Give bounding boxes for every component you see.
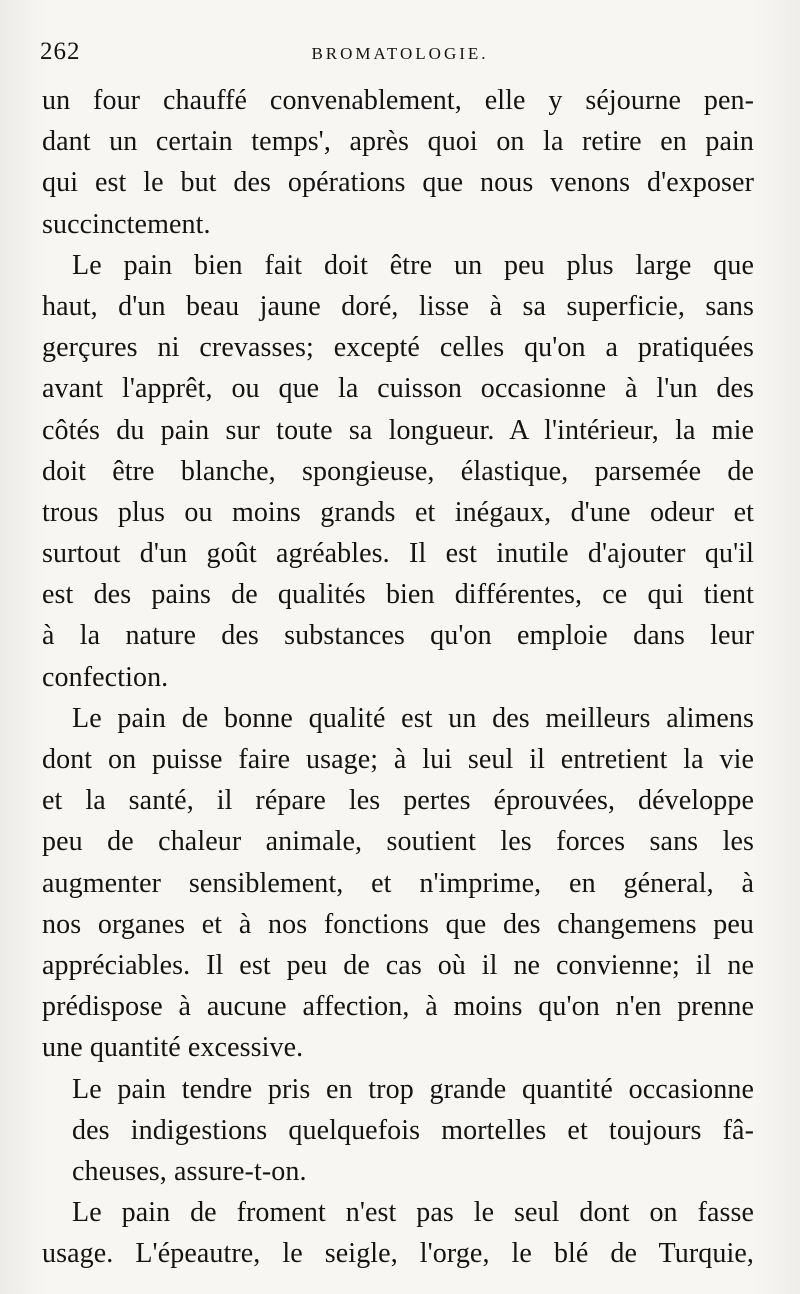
text-line: avant l'apprêt, ou que la cuisson occasionne à l'un des — [42, 373, 754, 405]
text-line: des indigestions quelquefois mortelles et toujours fâ- — [72, 1114, 754, 1146]
text-line: qui est le but des opérations que nous venons d'exposer — [42, 167, 754, 199]
text-line: cheuses, assure-t-on. — [72, 1155, 307, 1187]
text-line: côtés du pain sur toute sa longueur. A l'intérieur, la mie — [42, 414, 754, 446]
text-line: usage. L'épeautre, le seigle, l'orge, le blé de Turquie, — [42, 1238, 754, 1270]
body-text — [42, 80, 754, 1274]
text-line: Le pain tendre pris en trop grande quantité occasionne — [72, 1073, 754, 1105]
text-line: une quantité excessive. — [42, 1032, 304, 1064]
page-header — [40, 38, 760, 68]
text-line: Le pain de bonne qualité est un des meilleurs alimens — [72, 702, 754, 734]
text-line: un four chauffé convenablement, elle y séjourne pen- — [42, 85, 754, 116]
running-head: BROMATOLOGIE. — [311, 44, 489, 63]
text-line: succinctement. — [42, 208, 211, 240]
page-number: 262 — [40, 38, 81, 65]
text-line: est des pains de qualités bien différentes, ce qui tient — [42, 579, 754, 611]
text-line: à la nature des substances qu'on emploie dans leur — [42, 620, 754, 652]
text-line: Le pain de froment n'est pas le seul dont on fasse — [72, 1197, 754, 1229]
text-line: dant un certain temps', après quoi on la retire en pain — [42, 126, 754, 158]
text-line: Le pain bien fait doit être un peu plus large que — [72, 249, 754, 281]
text-line: et la santé, il répare les pertes éprouvées, développe — [42, 785, 754, 817]
text-line: dont on puisse faire usage; à lui seul il entretient la vie — [42, 744, 754, 775]
text-line: trous plus ou moins grands et inégaux, d'une odeur et — [42, 496, 754, 528]
text-line: nos organes et à nos fonctions que des changemens peu — [42, 908, 754, 940]
text-line: gerçures ni crevasses; excepté celles qu'on a pratiquées — [42, 332, 754, 364]
text-line: haut, d'un beau jaune doré, lisse à sa superficie, sans — [42, 290, 754, 322]
text-line: prédispose à aucune affection, à moins qu'on n'en prenne — [42, 991, 754, 1023]
text-line: surtout d'un goût agréables. Il est inutile d'ajouter qu'il — [42, 538, 754, 570]
text-line: appréciables. Il est peu de cas où il ne convienne; il ne — [42, 949, 754, 981]
text-line: doit être blanche, spongieuse, élastique, parsemée de — [42, 455, 754, 487]
text-line: confection. — [42, 661, 169, 693]
text-line: peu de chaleur animale, soutient les forces sans les — [42, 826, 754, 858]
text-line: augmenter sensiblement, et n'imprime, en géneral, à — [42, 867, 754, 899]
